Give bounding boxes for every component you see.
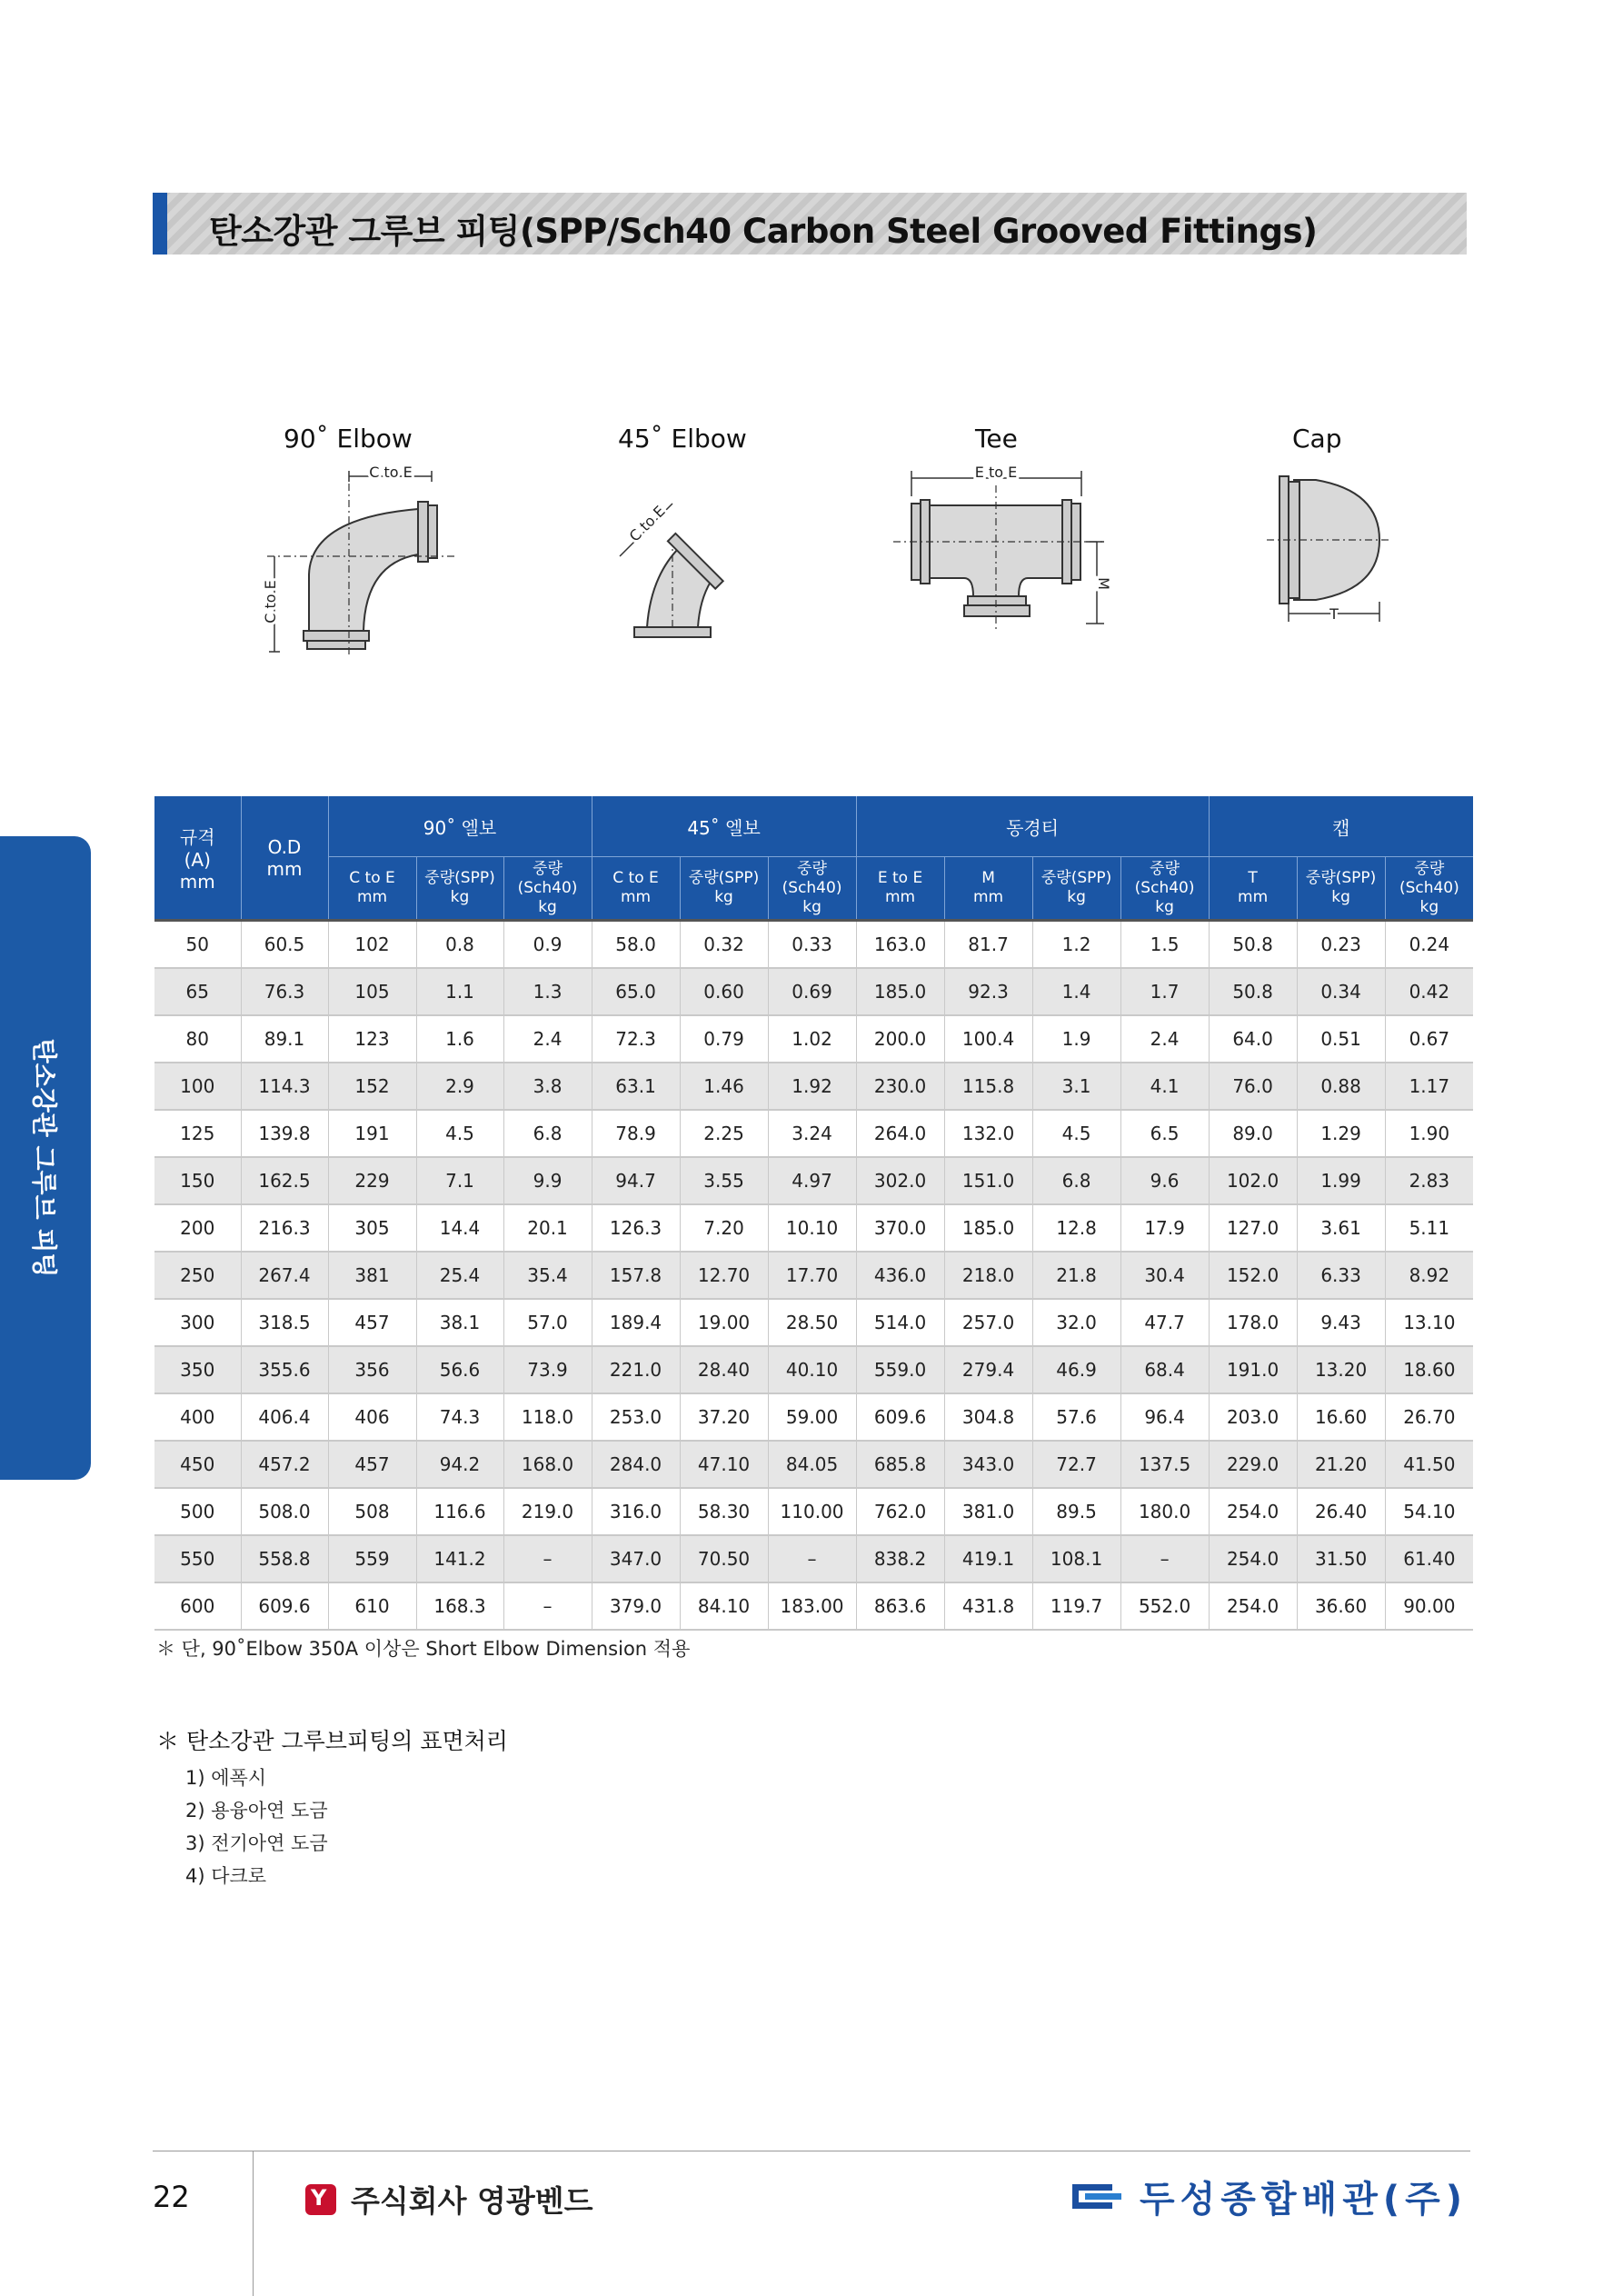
table-cell: 73.9: [503, 1346, 592, 1393]
tee-diagram: [886, 460, 1122, 633]
table-cell: 17.70: [768, 1252, 856, 1299]
table-cell: 31.50: [1297, 1535, 1385, 1582]
table-cell: 257.0: [944, 1299, 1032, 1346]
table-cell: 38.1: [416, 1299, 503, 1346]
table-cell: 609.6: [241, 1582, 328, 1630]
table-cell: 3.61: [1297, 1204, 1385, 1252]
table-cell: 1.6: [416, 1015, 503, 1063]
table-cell: 381: [328, 1252, 416, 1299]
table-row: [154, 1063, 1473, 1110]
table-cell: 379.0: [592, 1582, 680, 1630]
table-cell: 9.43: [1297, 1299, 1385, 1346]
table-cell: 218.0: [944, 1252, 1032, 1299]
table-cell: 21.20: [1297, 1441, 1385, 1488]
table-cell: 168.3: [416, 1582, 503, 1630]
list-item: 1) 에폭시: [185, 1767, 267, 1789]
table-cell: 400: [154, 1393, 241, 1441]
header-cap: 캡: [1209, 796, 1473, 857]
table-cell: 436.0: [856, 1252, 944, 1299]
subheader-col-3: C to E mm: [328, 857, 416, 921]
table-cell: –: [503, 1582, 592, 1630]
table-cell: 457: [328, 1299, 416, 1346]
table-cell: 221.0: [592, 1346, 680, 1393]
table-cell: 6.8: [503, 1110, 592, 1157]
subheader-col-15: 중량(Sch40) kg: [1385, 857, 1473, 921]
table-cell: 254.0: [1209, 1488, 1297, 1535]
table-row: [154, 1252, 1473, 1299]
list-item: 2) 용융아연 도금: [185, 1800, 328, 1822]
elbow-90-diagram: [254, 465, 473, 656]
table-cell: 116.6: [416, 1488, 503, 1535]
table-cell: 13.20: [1297, 1346, 1385, 1393]
table-cell: 12.70: [680, 1252, 768, 1299]
table-cell: 157.8: [592, 1252, 680, 1299]
table-cell: 110.00: [768, 1488, 856, 1535]
table-cell: 125: [154, 1110, 241, 1157]
subheader-col-8: 중량(Sch40) kg: [768, 857, 856, 921]
table-cell: 13.10: [1385, 1299, 1473, 1346]
subheader-col-7: 중량(SPP) kg: [680, 857, 768, 921]
table-cell: 102: [328, 921, 416, 969]
table-cell: 508.0: [241, 1488, 328, 1535]
table-cell: 63.1: [592, 1063, 680, 1110]
table-cell: 28.50: [768, 1299, 856, 1346]
company-right: [1072, 2171, 1468, 2222]
table-cell: 7.20: [680, 1204, 768, 1252]
table-cell: 74.3: [416, 1393, 503, 1441]
figure-label-45-elbow: 45˚ Elbow: [618, 424, 747, 454]
table-cell: 189.4: [592, 1299, 680, 1346]
figure-label-cap: Cap: [1292, 424, 1342, 454]
table-cell: 300: [154, 1299, 241, 1346]
header-90-elbow: 90˚ 엘보: [328, 796, 592, 857]
table-cell: 552.0: [1120, 1582, 1209, 1630]
table-row: [154, 1582, 1473, 1630]
table-cell: 0.51: [1297, 1015, 1385, 1063]
table-cell: 0.79: [680, 1015, 768, 1063]
table-cell: 457.2: [241, 1441, 328, 1488]
table-cell: 2.4: [503, 1015, 592, 1063]
table-cell: 78.9: [592, 1110, 680, 1157]
table-cell: 84.10: [680, 1582, 768, 1630]
table-cell: 0.69: [768, 968, 856, 1015]
table-cell: 1.1: [416, 968, 503, 1015]
header-tee: 동경티: [856, 796, 1209, 857]
table-cell: 57.6: [1032, 1393, 1120, 1441]
table-cell: 26.70: [1385, 1393, 1473, 1441]
table-cell: 151.0: [944, 1157, 1032, 1204]
table-cell: 4.97: [768, 1157, 856, 1204]
table-cell: 2.25: [680, 1110, 768, 1157]
table-cell: 70.50: [680, 1535, 768, 1582]
table-cell: 168.0: [503, 1441, 592, 1488]
table-cell: 64.0: [1209, 1015, 1297, 1063]
younggwang-logo-icon: Y: [305, 2184, 336, 2215]
table-cell: 3.1: [1032, 1063, 1120, 1110]
table-cell: 1.90: [1385, 1110, 1473, 1157]
table-cell: 137.5: [1120, 1441, 1209, 1488]
table-cell: 1.17: [1385, 1063, 1473, 1110]
table-cell: 72.3: [592, 1015, 680, 1063]
table-cell: 0.88: [1297, 1063, 1385, 1110]
table-row: [154, 1393, 1473, 1441]
tee-m: M: [1095, 577, 1112, 590]
table-cell: 1.4: [1032, 968, 1120, 1015]
title-accent: [153, 193, 167, 255]
table-row: [154, 1157, 1473, 1204]
table-cell: 191.0: [1209, 1346, 1297, 1393]
table-cell: 36.60: [1297, 1582, 1385, 1630]
table-cell: 347.0: [592, 1535, 680, 1582]
table-cell: 609.6: [856, 1393, 944, 1441]
table-row: [154, 968, 1473, 1015]
table-cell: 115.8: [944, 1063, 1032, 1110]
cap-diagram: [1263, 465, 1390, 629]
table-cell: 89.0: [1209, 1110, 1297, 1157]
table-cell: 72.7: [1032, 1441, 1120, 1488]
table-cell: 863.6: [856, 1582, 944, 1630]
table-cell: 61.40: [1385, 1535, 1473, 1582]
table-cell: 47.10: [680, 1441, 768, 1488]
side-tab-label: 탄소강관 그루브 피팅: [29, 1038, 59, 1278]
table-cell: 37.20: [680, 1393, 768, 1441]
table-cell: 12.8: [1032, 1204, 1120, 1252]
table-cell: 100.4: [944, 1015, 1032, 1063]
table-cell: 550: [154, 1535, 241, 1582]
table-cell: 514.0: [856, 1299, 944, 1346]
table-cell: 80: [154, 1015, 241, 1063]
table-cell: 25.4: [416, 1252, 503, 1299]
table-cell: 230.0: [856, 1063, 944, 1110]
table-cell: 0.60: [680, 968, 768, 1015]
note-short-elbow: ＊ 단, 90˚Elbow 350A 이상은 Short Elbow Dimension 적용: [156, 1638, 691, 1660]
table-cell: 150: [154, 1157, 241, 1204]
table-cell: 105: [328, 968, 416, 1015]
table-cell: 229: [328, 1157, 416, 1204]
table-row: [154, 1015, 1473, 1063]
elbow-45-diagram: [609, 491, 763, 645]
table-cell: 305: [328, 1204, 416, 1252]
table-cell: 163.0: [856, 921, 944, 969]
table-cell: 0.32: [680, 921, 768, 969]
table-cell: 3.24: [768, 1110, 856, 1157]
table-cell: 126.3: [592, 1204, 680, 1252]
title-bar: [153, 193, 1467, 255]
table-cell: 50: [154, 921, 241, 969]
table-cell: 200.0: [856, 1015, 944, 1063]
table-cell: 60.5: [241, 921, 328, 969]
table-cell: 0.9: [503, 921, 592, 969]
table-cell: 2.9: [416, 1063, 503, 1110]
table-cell: 558.8: [241, 1535, 328, 1582]
table-cell: 57.0: [503, 1299, 592, 1346]
table-cell: 8.92: [1385, 1252, 1473, 1299]
table-cell: 450: [154, 1441, 241, 1488]
table-cell: 50.8: [1209, 921, 1297, 969]
subheader-col-12: 중량(Sch40) kg: [1120, 857, 1209, 921]
table-cell: 9.9: [503, 1157, 592, 1204]
table-cell: 35.4: [503, 1252, 592, 1299]
company-left-name: 주식회사 영광벤드: [351, 2183, 593, 2219]
table-cell: 16.60: [1297, 1393, 1385, 1441]
table-cell: 264.0: [856, 1110, 944, 1157]
table-cell: 1.29: [1297, 1110, 1385, 1157]
table-cell: 284.0: [592, 1441, 680, 1488]
table-cell: 114.3: [241, 1063, 328, 1110]
tee-ete: E to E: [974, 464, 1018, 481]
table-cell: 4.1: [1120, 1063, 1209, 1110]
table-cell: 200: [154, 1204, 241, 1252]
figure-label-tee: Tee: [975, 424, 1018, 454]
table-cell: 14.4: [416, 1204, 503, 1252]
table-cell: 406.4: [241, 1393, 328, 1441]
table-row: [154, 1535, 1473, 1582]
table-cell: 185.0: [856, 968, 944, 1015]
table-cell: 2.83: [1385, 1157, 1473, 1204]
table-cell: 26.40: [1297, 1488, 1385, 1535]
table-cell: 370.0: [856, 1204, 944, 1252]
table-cell: 559.0: [856, 1346, 944, 1393]
table-cell: 419.1: [944, 1535, 1032, 1582]
table-cell: 6.33: [1297, 1252, 1385, 1299]
table-cell: 350: [154, 1346, 241, 1393]
table-row: [154, 921, 1473, 969]
table-cell: 162.5: [241, 1157, 328, 1204]
subheader-col-6: C to E mm: [592, 857, 680, 921]
table-cell: 90.00: [1385, 1582, 1473, 1630]
table-cell: –: [1120, 1535, 1209, 1582]
table-cell: 508: [328, 1488, 416, 1535]
table-row: [154, 1110, 1473, 1157]
side-tab: [0, 836, 91, 1480]
spec-table: [154, 796, 1473, 1631]
subheader-col-13: T mm: [1209, 857, 1297, 921]
table-cell: 96.4: [1120, 1393, 1209, 1441]
table-cell: 559: [328, 1535, 416, 1582]
table-cell: 47.7: [1120, 1299, 1209, 1346]
table-cell: 132.0: [944, 1110, 1032, 1157]
table-cell: 355.6: [241, 1346, 328, 1393]
table-cell: 838.2: [856, 1535, 944, 1582]
table-cell: 58.30: [680, 1488, 768, 1535]
table-cell: 1.02: [768, 1015, 856, 1063]
table-cell: 65.0: [592, 968, 680, 1015]
table-cell: 9.6: [1120, 1157, 1209, 1204]
table-cell: 118.0: [503, 1393, 592, 1441]
table-cell: 302.0: [856, 1157, 944, 1204]
table-cell: 0.23: [1297, 921, 1385, 969]
table-cell: 191: [328, 1110, 416, 1157]
table-row: [154, 1299, 1473, 1346]
table-cell: 76.3: [241, 968, 328, 1015]
table-cell: 81.7: [944, 921, 1032, 969]
table-cell: 28.40: [680, 1346, 768, 1393]
subheader-col-5: 중량(Sch40) kg: [503, 857, 592, 921]
table-cell: 5.11: [1385, 1204, 1473, 1252]
table-cell: 500: [154, 1488, 241, 1535]
table-cell: 92.3: [944, 968, 1032, 1015]
table-cell: 178.0: [1209, 1299, 1297, 1346]
elbow-45-cte: C to E: [625, 502, 669, 545]
subheader-col-4: 중량(SPP) kg: [416, 857, 503, 921]
table-cell: –: [768, 1535, 856, 1582]
table-cell: 18.60: [1385, 1346, 1473, 1393]
table-cell: 127.0: [1209, 1204, 1297, 1252]
table-cell: 762.0: [856, 1488, 944, 1535]
company-right-name: 두성종합배관(주): [1140, 2179, 1469, 2221]
subheader-col-9: E to E mm: [856, 857, 944, 921]
elbow-90-cte-side: C to E: [262, 580, 279, 624]
table-cell: 56.6: [416, 1346, 503, 1393]
page-title: 탄소강관 그루브 피팅(SPP/Sch40 Carbon Steel Grooved Fittings): [209, 212, 1318, 251]
table-cell: 10.10: [768, 1204, 856, 1252]
table-cell: 20.1: [503, 1204, 592, 1252]
table-cell: 100: [154, 1063, 241, 1110]
table-cell: 54.10: [1385, 1488, 1473, 1535]
table-cell: 229.0: [1209, 1441, 1297, 1488]
table-cell: 19.00: [680, 1299, 768, 1346]
table-cell: 1.5: [1120, 921, 1209, 969]
table-cell: 0.42: [1385, 968, 1473, 1015]
table-cell: 1.99: [1297, 1157, 1385, 1204]
table-cell: 68.4: [1120, 1346, 1209, 1393]
table-cell: 406: [328, 1393, 416, 1441]
table-cell: 216.3: [241, 1204, 328, 1252]
table-cell: 7.1: [416, 1157, 503, 1204]
header-45-elbow: 45˚ 엘보: [592, 796, 856, 857]
table-cell: 431.8: [944, 1582, 1032, 1630]
table-cell: 94.7: [592, 1157, 680, 1204]
table-cell: 183.00: [768, 1582, 856, 1630]
table-cell: 279.4: [944, 1346, 1032, 1393]
table-cell: 254.0: [1209, 1582, 1297, 1630]
table-cell: 250: [154, 1252, 241, 1299]
table-cell: 1.92: [768, 1063, 856, 1110]
table-cell: 102.0: [1209, 1157, 1297, 1204]
surface-treatment-title: ＊ 탄소강관 그루브피팅의 표면처리: [156, 1728, 508, 1754]
table-cell: 600: [154, 1582, 241, 1630]
table-cell: 685.8: [856, 1441, 944, 1488]
table-cell: 1.46: [680, 1063, 768, 1110]
table-cell: 180.0: [1120, 1488, 1209, 1535]
table-cell: 119.7: [1032, 1582, 1120, 1630]
table-cell: 1.7: [1120, 968, 1209, 1015]
doosung-logo-icon: [1072, 2179, 1129, 2215]
table-cell: 59.00: [768, 1393, 856, 1441]
table-row: [154, 1346, 1473, 1393]
table-cell: 219.0: [503, 1488, 592, 1535]
table-cell: 457: [328, 1441, 416, 1488]
table-cell: 4.5: [416, 1110, 503, 1157]
table-cell: 203.0: [1209, 1393, 1297, 1441]
figure-label-90-elbow: 90˚ Elbow: [284, 424, 413, 454]
table-cell: 254.0: [1209, 1535, 1297, 1582]
table-cell: 152.0: [1209, 1252, 1297, 1299]
table-cell: –: [503, 1535, 592, 1582]
table-cell: 152: [328, 1063, 416, 1110]
list-item: 4) 다크로: [185, 1865, 267, 1887]
table-cell: 3.8: [503, 1063, 592, 1110]
surface-treatment-list: [185, 1762, 328, 1892]
table-cell: 108.1: [1032, 1535, 1120, 1582]
table-cell: 267.4: [241, 1252, 328, 1299]
table-cell: 46.9: [1032, 1346, 1120, 1393]
table-cell: 0.33: [768, 921, 856, 969]
table-cell: 6.8: [1032, 1157, 1120, 1204]
table-cell: 4.5: [1032, 1110, 1120, 1157]
elbow-90-cte-top: C to E: [369, 465, 413, 481]
table-cell: 318.5: [241, 1299, 328, 1346]
table-cell: 139.8: [241, 1110, 328, 1157]
table-cell: 84.05: [768, 1441, 856, 1488]
table-cell: 30.4: [1120, 1252, 1209, 1299]
table-cell: 316.0: [592, 1488, 680, 1535]
table-cell: 17.9: [1120, 1204, 1209, 1252]
table-cell: 58.0: [592, 921, 680, 969]
table-cell: 610: [328, 1582, 416, 1630]
table-cell: 32.0: [1032, 1299, 1120, 1346]
table-cell: 94.2: [416, 1441, 503, 1488]
table-cell: 381.0: [944, 1488, 1032, 1535]
table-cell: 356: [328, 1346, 416, 1393]
table-cell: 21.8: [1032, 1252, 1120, 1299]
table-row: [154, 1204, 1473, 1252]
table-cell: 0.67: [1385, 1015, 1473, 1063]
subheader-col-11: 중량(SPP) kg: [1032, 857, 1120, 921]
footer-vertical-divider: [253, 2151, 254, 2296]
table-cell: 40.10: [768, 1346, 856, 1393]
subheader-col-10: M mm: [944, 857, 1032, 921]
table-cell: 3.55: [680, 1157, 768, 1204]
table-cell: 0.24: [1385, 921, 1473, 969]
table-cell: 141.2: [416, 1535, 503, 1582]
table-cell: 89.5: [1032, 1488, 1120, 1535]
table-cell: 50.8: [1209, 968, 1297, 1015]
table-cell: 343.0: [944, 1441, 1032, 1488]
company-left: [305, 2178, 593, 2221]
table-cell: 2.4: [1120, 1015, 1209, 1063]
table-cell: 1.2: [1032, 921, 1120, 969]
table-cell: 0.34: [1297, 968, 1385, 1015]
table-cell: 76.0: [1209, 1063, 1297, 1110]
table-cell: 65: [154, 968, 241, 1015]
subheader-col-14: 중량(SPP) kg: [1297, 857, 1385, 921]
table-row: [154, 1441, 1473, 1488]
page-number: 22: [153, 2180, 190, 2214]
table-cell: 123: [328, 1015, 416, 1063]
header-size: 규격 (A) mm: [154, 796, 241, 921]
table-cell: 253.0: [592, 1393, 680, 1441]
table-cell: 0.8: [416, 921, 503, 969]
table-cell: 1.9: [1032, 1015, 1120, 1063]
table-cell: 304.8: [944, 1393, 1032, 1441]
table-cell: 41.50: [1385, 1441, 1473, 1488]
cap-t: T: [1329, 605, 1339, 623]
header-od: O.D mm: [241, 796, 328, 921]
table-cell: 1.3: [503, 968, 592, 1015]
list-item: 3) 전기아연 도금: [185, 1832, 328, 1854]
table-cell: 89.1: [241, 1015, 328, 1063]
table-row: [154, 1488, 1473, 1535]
table-cell: 6.5: [1120, 1110, 1209, 1157]
table-cell: 185.0: [944, 1204, 1032, 1252]
